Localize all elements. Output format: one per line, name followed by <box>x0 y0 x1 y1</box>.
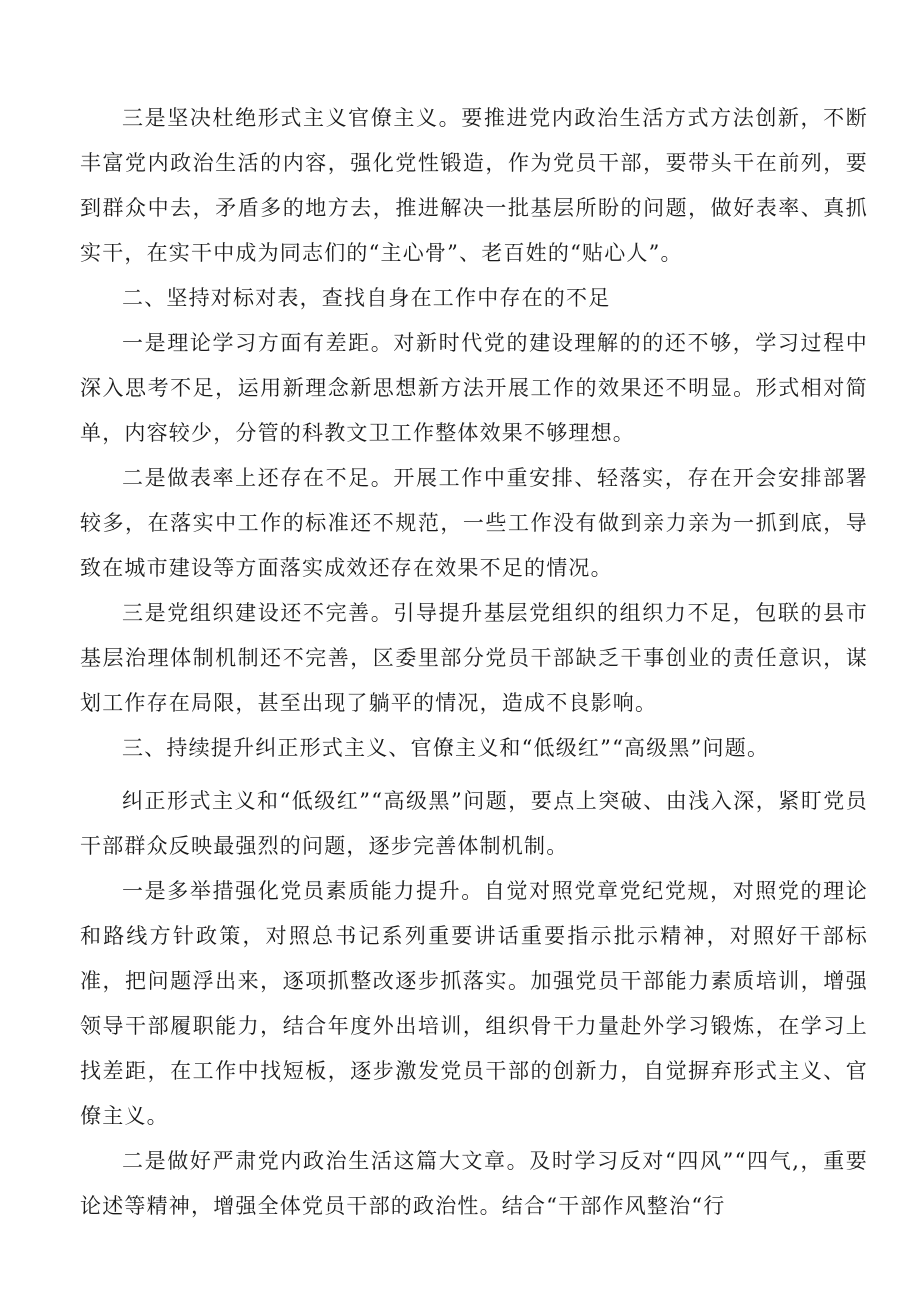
paragraph-set-example: 二是做表率上还存在不足。开展工作中重安排、轻落实，存在开会安排部署较多，在落实中工作的标准还不规范，一些工作没有做到亲力亲为一抓到底，导致在城市建设等方面落实成效还存在效果不足的情况。 <box>80 466 868 580</box>
paragraph-political-life: 二是做好严肃党内政治生活这篇大文章。及时学习反对“四风”“四气,，重要论述等精神，增强全体党员干部的政治性。结合“干部作风整治“行 <box>80 1149 868 1218</box>
paragraph-oppose-formalism: 三是坚决杜绝形式主义官僚主义。要推进党内政治生活方式方法创新，不断丰富党内政治生活的内容，强化党性锻造，作为党员干部，要带头干在前列，要到群众中去，矛盾多的地方去，推进解决一批基层所盼的问题，做好表率、真抓实干，在实干中成为同志们的“主心骨”、老百姓的“贴心人”。 <box>80 106 868 265</box>
paragraph-correct-problems: 纠正形式主义和“低级红”“高级黑”问题，要点上突破、由浅入深，紧盯党员干部群众反映最强烈的问题，逐步完善体制机制。 <box>80 789 868 858</box>
document-body <box>80 96 868 1229</box>
paragraph-theory-study: 一是理论学习方面有差距。对新时代党的建设理解的的还不够，学习过程中深入思考不足，运用新理念新思想新方法开展工作的效果还不明显。形式相对简单，内容较少，分管的科教文卫工作整体效果不够理想。 <box>80 331 868 445</box>
spacer <box>80 771 868 779</box>
paragraph-member-quality: 一是多举措强化党员素质能力提升。自觉对照党章党纪党规，对照党的理论和路线方针政策，对照总书记系列重要讲话重要指示批示精神，对照好干部标准，把问题浮出来，逐项抓整改逐步抓落实。加强党员干部能力素质培训，增强领导干部履职能力，结合年度外出培训，组织骨干力量赴外学习锻炼，在学习上找差距，在工作中找短板，逐步激发党员干部的创新力，自觉摒弃形式主义、官僚主义。 <box>80 879 868 1128</box>
section-heading-3: 三、持续提升纠正形式主义、官僚主义和“低级红”“高级黑”问题。 <box>122 736 770 760</box>
paragraph-party-organization: 三是党组织建设还不完善。引导提升基层党组织的组织力不足，包联的县市基层治理体制机制还不完善，区委里部分党员干部缺乏干事创业的责任意识，谋划工作存在局限，甚至出现了躺平的情况，造成不良影响。 <box>80 601 868 715</box>
section-heading-2: 二、坚持对标对表，查找自身在工作中存在的不足 <box>122 286 611 310</box>
